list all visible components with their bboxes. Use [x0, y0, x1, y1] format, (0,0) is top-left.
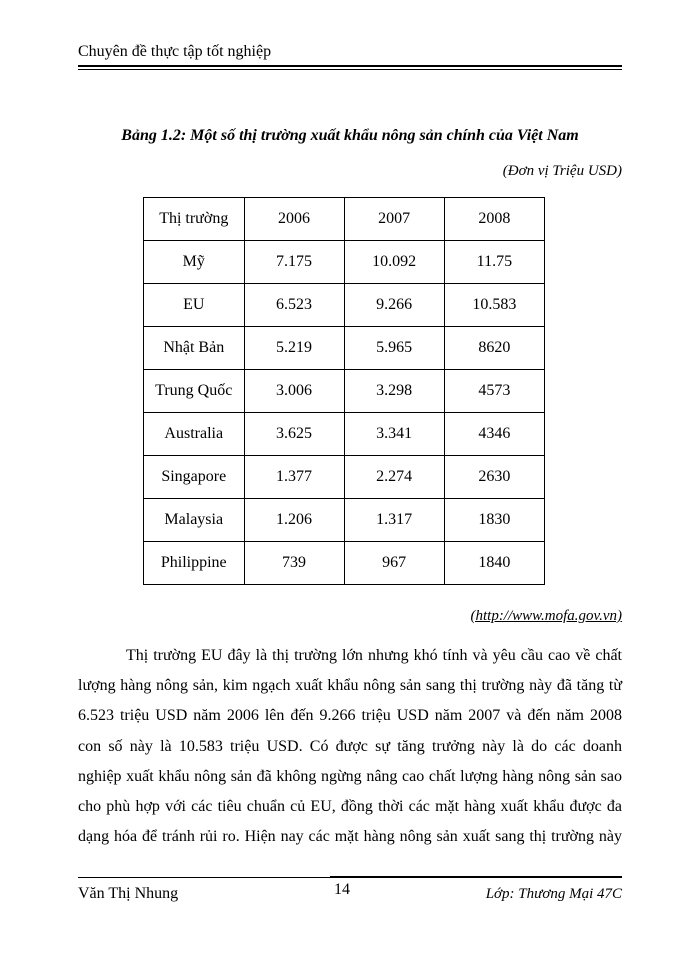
- footer-class: Lớp: Thương Mại 47C: [485, 886, 622, 902]
- value-cell: 1830: [444, 499, 544, 542]
- value-cell: 739: [244, 542, 344, 585]
- table-header-row: [144, 198, 545, 241]
- header-cell: Thị trường: [144, 198, 245, 241]
- paragraph-line: 6.523 triệu USD năm 2006 lên đến 9.266 triệu USD năm 2007 và đến năm 2008: [78, 707, 622, 725]
- table-row: [144, 542, 545, 585]
- header-cell: 2007: [344, 198, 444, 241]
- header-rule-thin: [78, 69, 622, 70]
- paragraph-line: Thị trường EU đây là thị trường lớn nhưng khó tính và yêu cầu cao về chất: [126, 647, 622, 664]
- table-row: [144, 327, 545, 370]
- paragraph-line: lượng hàng nông sản, kim ngạch xuất khẩu nông sản sang thị trường này đã tăng từ: [78, 677, 622, 695]
- value-cell: 8620: [444, 327, 544, 370]
- header-rule-thick: [78, 65, 622, 67]
- value-cell: 967: [344, 542, 444, 585]
- export-markets-table: [143, 197, 545, 585]
- value-cell: 3.006: [244, 370, 344, 413]
- value-cell: 3.341: [344, 413, 444, 456]
- value-cell: 10.092: [344, 241, 444, 284]
- market-cell: Philippine: [144, 542, 245, 585]
- market-cell: Singapore: [144, 456, 245, 499]
- table-row: [144, 284, 545, 327]
- table-row: [144, 499, 545, 542]
- value-cell: 1.317: [344, 499, 444, 542]
- value-cell: 7.175: [244, 241, 344, 284]
- value-cell: 4573: [444, 370, 544, 413]
- table-row: [144, 370, 545, 413]
- market-cell: Mỹ: [144, 241, 245, 284]
- value-cell: 10.583: [444, 284, 544, 327]
- value-cell: 2630: [444, 456, 544, 499]
- table-row: [144, 413, 545, 456]
- paragraph-line: dạng hóa để tránh rủi ro. Hiện nay các mặt hàng nông sản xuất sang thị trường này: [78, 828, 622, 846]
- value-cell: 1.206: [244, 499, 344, 542]
- value-cell: 5.965: [344, 327, 444, 370]
- market-cell: Australia: [144, 413, 245, 456]
- value-cell: 4346: [444, 413, 544, 456]
- market-cell: Nhật Bản: [144, 327, 245, 370]
- header-cell: 2006: [244, 198, 344, 241]
- table-caption: Bảng 1.2: Một số thị trường xuất khẩu nông sản chính của Việt Nam: [121, 127, 579, 144]
- market-cell: EU: [144, 284, 245, 327]
- value-cell: 9.266: [344, 284, 444, 327]
- source-link[interactable]: (http://www.mofa.gov.vn): [470, 608, 622, 624]
- value-cell: 5.219: [244, 327, 344, 370]
- value-cell: 2.274: [344, 456, 444, 499]
- table-row: [144, 241, 545, 284]
- page-number: 14: [334, 881, 350, 898]
- value-cell: 1840: [444, 542, 544, 585]
- value-cell: 6.523: [244, 284, 344, 327]
- paragraph-line: cho phù hợp với các tiêu chuẩn củ EU, đồng thời các mặt hàng xuất khẩu được đa: [78, 798, 622, 816]
- value-cell: 3.298: [344, 370, 444, 413]
- page-header: Chuyên đề thực tập tốt nghiệp: [78, 43, 272, 60]
- header-cell: 2008: [444, 198, 544, 241]
- value-cell: 3.625: [244, 413, 344, 456]
- value-cell: 11.75: [444, 241, 544, 284]
- market-cell: Trung Quốc: [144, 370, 245, 413]
- paragraph-line: nghiệp xuất khẩu nông sản đã không ngừng nâng cao chất lượng hàng nông sản sao: [78, 767, 622, 785]
- value-cell: 1.377: [244, 456, 344, 499]
- footer-author: Văn Thị Nhung: [78, 885, 179, 902]
- paragraph-line: con số này là 10.583 triệu USD. Có được sự tăng trưởng này là do các doanh: [78, 737, 622, 755]
- market-cell: Malaysia: [144, 499, 245, 542]
- table-row: [144, 456, 545, 499]
- table-unit: (Đơn vị Triệu USD): [502, 163, 622, 179]
- body-paragraph: [78, 641, 622, 852]
- footer-rule-thick: [330, 876, 622, 878]
